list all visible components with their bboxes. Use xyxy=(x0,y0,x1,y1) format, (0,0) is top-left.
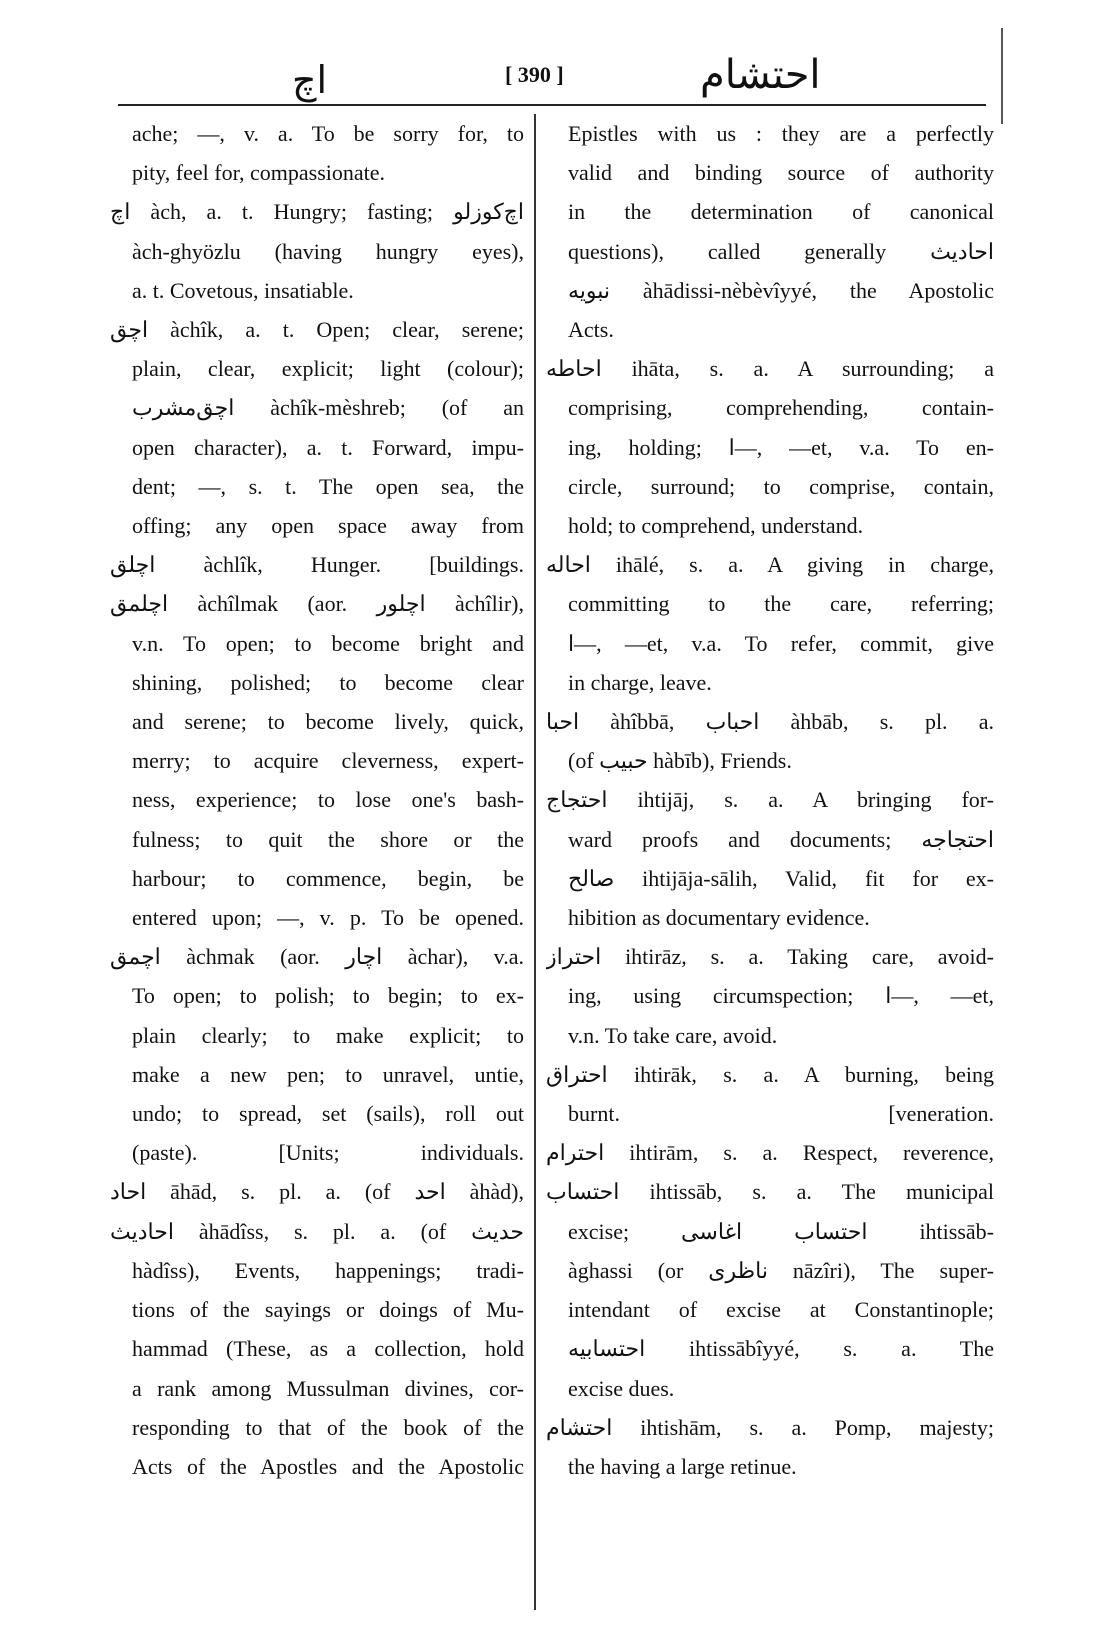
entry-text-line: fulness; to quit the shore or the xyxy=(132,826,524,852)
entry-text-line: ا—, —et, v.a. To refer, commit, give xyxy=(568,630,994,656)
entry-text-line: ing, holding; ا—, —et, v.a. To en- xyxy=(568,434,994,460)
entry-headword-line: اچلق àchlîk, Hunger. [buildings. xyxy=(110,552,524,578)
entry-headword-line: احتراز ihtirāz, s. a. Taking care, avoid- xyxy=(546,944,994,970)
entry-text-line: the having a large retinue. xyxy=(568,1453,797,1479)
entry-text-line: plain, clear, explicit; light (colour); xyxy=(132,356,524,382)
entry-text-line: merry; to acquire cleverness, expert- xyxy=(132,748,524,774)
entry-text-line: valid and binding source of authority xyxy=(568,160,994,186)
entry-text-line: Acts of the Apostles and the Apostolic xyxy=(132,1453,524,1479)
entry-text-line: ing, using circumspection; ا—, —et, xyxy=(568,983,994,1009)
entry-headword-line: احاطه ihāta, s. a. A surrounding; a xyxy=(546,356,994,382)
entry-text-line: responding to that of the book of the xyxy=(132,1414,524,1440)
entry-text-line: hold; to comprehend, understand. xyxy=(568,513,864,539)
entry-text-line: comprising, comprehending, contain- xyxy=(568,395,994,421)
entry-headword-line: احتشام ihtishām, s. a. Pomp, majesty; xyxy=(546,1414,994,1440)
margin-mark xyxy=(1001,28,1003,124)
header-right-catchword: احتشام xyxy=(700,52,821,98)
entry-text-line: intendant of excise at Constantinople; xyxy=(568,1297,994,1323)
entry-text-line: plain clearly; to make explicit; to xyxy=(132,1022,524,1048)
entry-text-line: committing to the care, referring; xyxy=(568,591,994,617)
entry-text-line: burnt. [veneration. xyxy=(568,1101,994,1127)
entry-headword-line: احتراق ihtirāk, s. a. A burning, being xyxy=(546,1061,994,1087)
entry-text-line: and serene; to become lively, quick, xyxy=(132,709,524,735)
entry-text-line: circle, surround; to comprise, contain, xyxy=(568,473,994,499)
entry-headword-line: احترام ihtirām, s. a. Respect, reverence, xyxy=(546,1140,994,1166)
entry-text-line: اچق‌مشرب àchîk-mèshreb; (of an xyxy=(132,395,524,421)
entry-text-line: a rank among Mussulman divines, cor- xyxy=(132,1375,524,1401)
entry-headword-line: اچمق àchmak (aor. اچار àchar), v.a. xyxy=(110,944,524,970)
entry-headword-line: اچ àch, a. t. Hungry; fasting; اچ‌کوزلو xyxy=(110,199,524,225)
entry-text-line: v.n. To open; to become bright and xyxy=(132,630,524,656)
entry-text-line: احتسابيه ihtissābîyyé, s. a. The xyxy=(568,1336,994,1362)
entry-text-line: offing; any open space away from xyxy=(132,513,524,539)
entry-text-line: in charge, leave. xyxy=(568,669,712,695)
entry-text-line: excise; احتساب اغاسی ihtissāb- xyxy=(568,1218,994,1244)
entry-text-line: (of حبيب hàbīb), Friends. xyxy=(568,748,792,774)
entry-headword-line: احاد āhād, s. pl. a. (of احد àhàd), xyxy=(110,1179,524,1205)
entry-text-line: ache; —, v. a. To be sorry for, to xyxy=(132,121,524,146)
entry-headword-line: اچق àchîk, a. t. Open; clear, serene; xyxy=(110,317,524,343)
entry-headword-line: اچلمق àchîlmak (aor. اچلور àchîlir), xyxy=(110,591,524,617)
entry-text-line: hàdîss), Events, happenings; tradi- xyxy=(132,1257,524,1283)
entry-text-line: questions), called generally احاديث xyxy=(568,238,994,264)
entry-text-line: ward proofs and documents; احتجاجه xyxy=(568,826,994,852)
entry-text-line: نبويه àhādissi-nèbèvîyyé, the Apostolic xyxy=(568,277,994,303)
entry-text-line: open character), a. t. Forward, impu- xyxy=(132,434,524,460)
entry-text-line: excise dues. xyxy=(568,1375,675,1401)
entry-text-line: àghassi (or ناظرى nāzîri), The super- xyxy=(568,1257,994,1283)
header-rule xyxy=(118,104,986,106)
column-divider xyxy=(534,114,536,1610)
entry-text-line: harbour; to commence, begin, be xyxy=(132,865,524,891)
entry-text-line: hammad (These, as a collection, hold xyxy=(132,1336,524,1362)
entry-text-line: àch-ghyözlu (having hungry eyes), xyxy=(132,238,524,264)
entry-text-line: (paste). [Units; individuals. xyxy=(132,1140,524,1166)
entry-text-line: shining, polished; to become clear xyxy=(132,669,524,695)
entry-text-line: Epistles with us : they are a perfectly xyxy=(568,121,994,146)
entry-text-line: ness, experience; to lose one's bash- xyxy=(132,787,524,813)
entry-text-line: tions of the sayings or doings of Mu- xyxy=(132,1297,524,1323)
entry-text-line: hibition as documentary evidence. xyxy=(568,905,870,931)
entry-headword-line: احتجاج ihtijāj, s. a. A bringing for- xyxy=(546,787,994,813)
entry-text-line: make a new pen; to unravel, untie, xyxy=(132,1061,524,1087)
right-column xyxy=(546,114,994,1486)
entry-text-line: v.n. To take care, avoid. xyxy=(568,1022,778,1048)
entry-text-line: To open; to polish; to begin; to ex- xyxy=(132,983,524,1009)
entry-headword-line: احتساب ihtissāb, s. a. The municipal xyxy=(546,1179,994,1205)
entry-headword-line: احبا àhîbbā, احباب àhbāb, s. pl. a. xyxy=(546,709,994,735)
entry-text-line: pity, feel for, compassionate. xyxy=(132,160,386,186)
entry-text-line: صالح ihtijāja-sālih, Valid, fit for ex- xyxy=(568,865,994,891)
entry-text-line: in the determination of canonical xyxy=(568,199,994,225)
entry-text-line: entered upon; —, v. p. To be opened. xyxy=(132,905,524,931)
entry-text-line: Acts. xyxy=(568,317,614,343)
entry-text-line: a. t. Covetous, insatiable. xyxy=(132,277,354,303)
page-number: [ 390 ] xyxy=(505,62,564,87)
entry-headword-line: احاله ihālé, s. a. A giving in charge, xyxy=(546,552,994,578)
entry-headword-line: احاديث àhādîss, s. pl. a. (of حديث xyxy=(110,1218,524,1244)
entry-text-line: undo; to spread, set (sails), roll out xyxy=(132,1101,524,1127)
left-column xyxy=(110,114,524,1486)
header-left-catchword: اچ xyxy=(292,58,328,102)
entry-text-line: dent; —, s. t. The open sea, the xyxy=(132,473,524,499)
